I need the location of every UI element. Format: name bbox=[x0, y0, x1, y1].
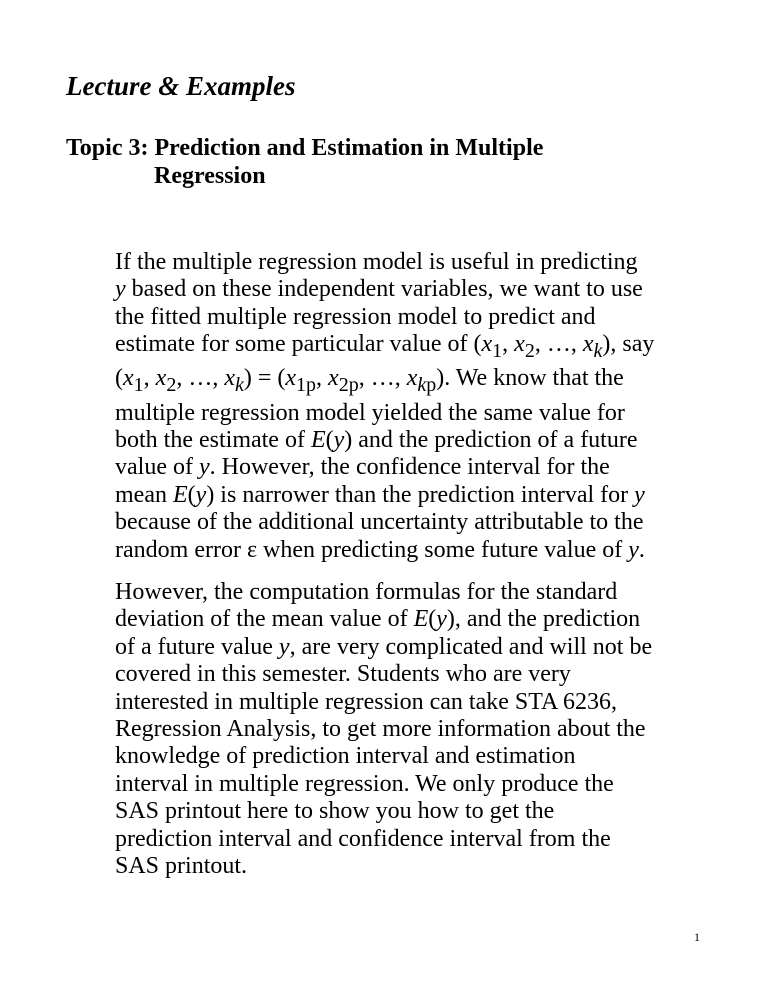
paragraph-line: prediction interval and confidence interval from the bbox=[115, 825, 611, 852]
paragraph-line: interested in multiple regression can take STA 6236, bbox=[115, 688, 617, 715]
paragraph-intro bbox=[115, 249, 654, 564]
paragraph-line: However, the computation formulas for the standard bbox=[115, 579, 618, 605]
paragraph-line: of a future value y, are very complicated and will not be bbox=[115, 633, 653, 660]
paragraph-line: SAS printout. bbox=[115, 853, 248, 880]
page-number: 1 bbox=[694, 930, 700, 944]
paragraph-line: multiple regression model yielded the same value for bbox=[115, 399, 625, 426]
paragraph-line: the fitted multiple regression model to predict and bbox=[115, 303, 596, 330]
lecture-title: Lecture & Examples bbox=[66, 71, 296, 101]
paragraph-line: random error ε when predicting some future value of y. bbox=[115, 536, 645, 563]
paragraph-line: both the estimate of E(y) and the prediction of a future bbox=[115, 427, 638, 454]
topic-heading bbox=[66, 134, 543, 190]
paragraph-line: y based on these independent variables, we want to use bbox=[115, 276, 643, 303]
paragraph-line: value of y. However, the confidence interval for the bbox=[115, 454, 610, 481]
paragraph-line: deviation of the mean value of E(y), and the prediction bbox=[115, 606, 641, 633]
paragraph-line: because of the additional uncertainty attributable to the bbox=[115, 509, 644, 536]
paragraph-line: mean E(y) is narrower than the prediction interval for y bbox=[115, 481, 645, 508]
paragraph-line: If the multiple regression model is useful in predicting bbox=[115, 249, 638, 275]
topic-heading-line-2: Regression bbox=[154, 163, 266, 189]
paragraph-line: ($x_1$, $x_2$, …, $x_k) = (x_{1p}$, $x_{2p}$, …, $x_{kp}$). We know that the bbox=[115, 365, 624, 397]
paragraph-line: SAS printout here to show you how to get the bbox=[115, 798, 555, 825]
paragraph-line: Regression Analysis, to get more information about the bbox=[115, 716, 646, 743]
paragraph-line: estimate for some particular value of ($x_1$, $x_2$, …, $x_k$), say bbox=[115, 331, 655, 363]
topic-heading-line-1: Topic 3: Prediction and Estimation in Multiple bbox=[66, 135, 544, 161]
paragraph-line: knowledge of prediction interval and estimation bbox=[115, 743, 576, 770]
paragraph-line: interval in multiple regression. We only produce the bbox=[115, 770, 614, 797]
paragraph-line: covered in this semester. Students who are very bbox=[115, 661, 571, 688]
paragraph-formulas bbox=[115, 579, 652, 880]
